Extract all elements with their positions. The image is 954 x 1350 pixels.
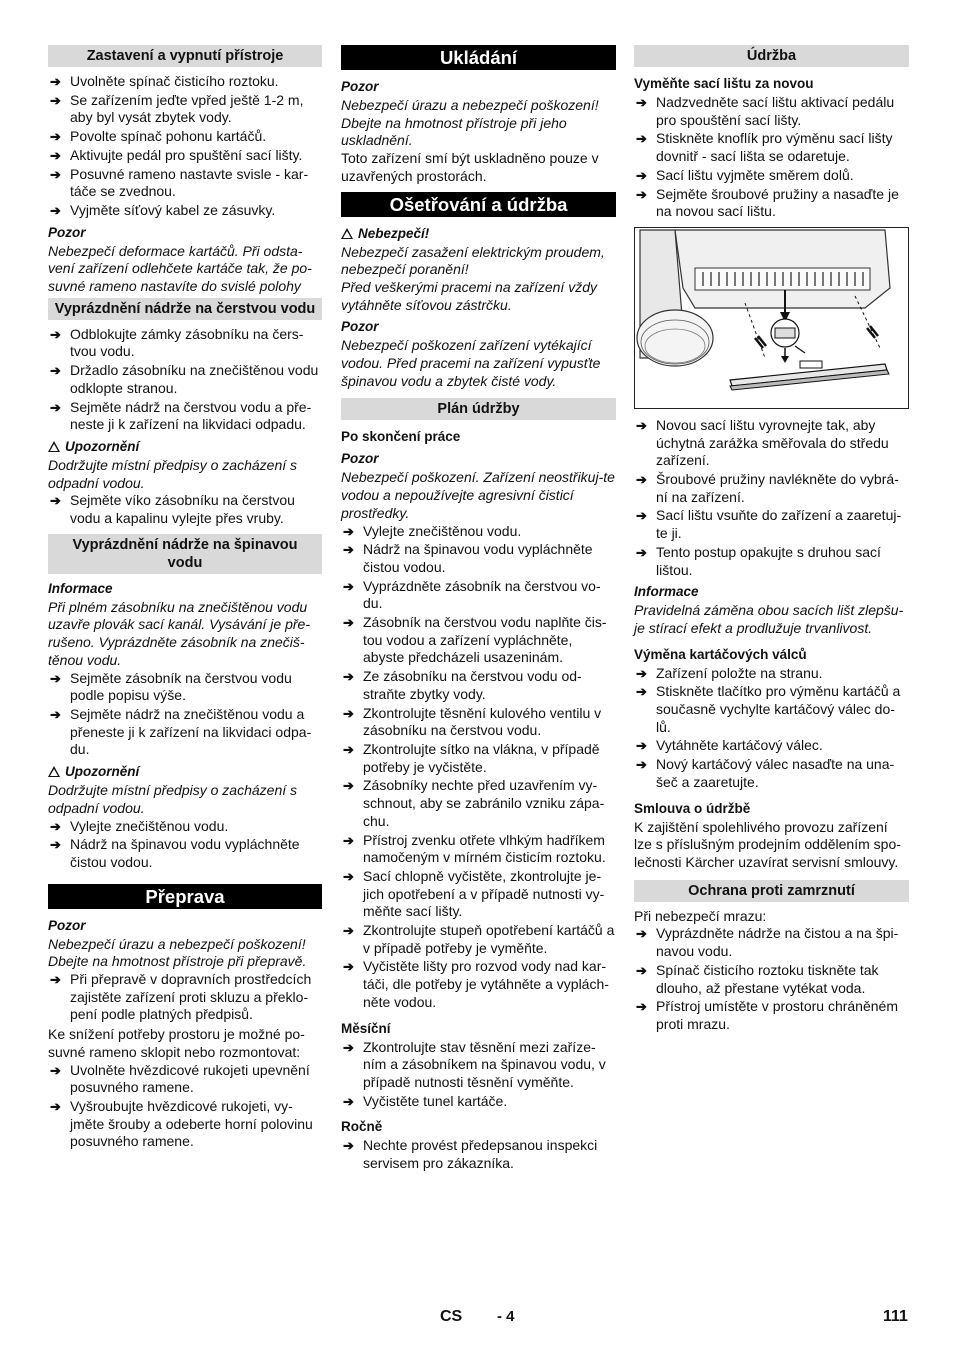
arrow-right-icon: ➔ xyxy=(343,1138,354,1154)
arrow-right-icon: ➔ xyxy=(343,705,354,721)
list-item-text: Nový kartáčový válec nasaďte na una-šeč a zaaretujte. xyxy=(656,756,895,790)
squeegee-illustration-svg xyxy=(635,228,908,408)
list-item xyxy=(634,94,909,129)
list-item-text: Sací lištu vyjměte směrem dolů. xyxy=(656,166,854,183)
arrow-right-icon: ➔ xyxy=(343,615,354,631)
note-text: Nebezpečí poškození. Zařízení neostřikuj-te vodou a nepoužívejte agresivní čisticí prostředky. xyxy=(341,469,615,521)
section-heading: Ochrana proti zamrznutí xyxy=(634,880,909,902)
list-item xyxy=(48,362,322,397)
list-item xyxy=(341,1137,616,1172)
arrow-right-icon: ➔ xyxy=(50,202,61,218)
note-text: Nebezpečí poškození zařízení vytékající vodou. Před pracemi na zařízení vypusťte špinavou vodu a zbytek čisté vody. xyxy=(341,337,601,389)
list-item xyxy=(341,868,616,921)
step-list xyxy=(48,492,322,527)
arrow-right-icon: ➔ xyxy=(636,186,647,202)
arrow-right-icon: ➔ xyxy=(343,669,354,685)
arrow-right-icon: ➔ xyxy=(636,999,647,1015)
arrow-right-icon: ➔ xyxy=(636,757,647,773)
list-item xyxy=(48,706,322,759)
list-item xyxy=(634,925,909,960)
list-item xyxy=(634,130,909,165)
footer-language: CS xyxy=(440,1308,463,1325)
step-list xyxy=(634,925,909,1033)
section-heading: Údržba xyxy=(634,45,909,67)
list-item xyxy=(341,1039,616,1092)
danger-label-text: Nebezpečí! xyxy=(358,225,430,241)
list-item xyxy=(48,128,322,146)
note-label: Pozor xyxy=(48,917,86,933)
list-item-text: Přístroj umístěte v prostoru chráněném proti mrazu. xyxy=(656,998,898,1032)
arrow-right-icon: ➔ xyxy=(343,741,354,757)
step-list xyxy=(48,670,322,760)
list-item-text: Vyšroubujte hvězdicové rukojeti, vy-jměte šrouby a odeberte horní polovinu posuvného ramene. xyxy=(70,1097,313,1150)
list-item-text: Vyčistěte lišty pro rozvod vody nad kar-táči, dle potřeby je vytáhněte a vyplách-něte vodou. xyxy=(363,958,609,1010)
list-item xyxy=(48,326,322,361)
list-item-text: Sací chlopně vyčistěte, zkontrolujte je-jich opotřebení a v případě nutnosti vy-měňte sací lišty. xyxy=(363,867,605,920)
list-item xyxy=(341,578,616,613)
subheading: Smlouva o údržbě xyxy=(634,800,751,816)
note-text: Nebezpečí úrazu a nebezpečí poškození! Dbejte na hmotnost přístroje při přepravě. xyxy=(48,935,307,970)
arrow-right-icon: ➔ xyxy=(50,74,61,89)
arrow-right-icon: ➔ xyxy=(50,399,61,415)
list-item xyxy=(341,777,616,830)
list-item-text: Zkontrolujte stav těsnění mezi zaříze-ním a zásobníkem na špinavou vodu, v případě nutnosti těsnění vyměňte. xyxy=(363,1038,606,1090)
list-item xyxy=(341,668,616,703)
note-label: Pozor xyxy=(48,224,86,240)
list-item xyxy=(341,523,616,541)
list-item xyxy=(341,922,616,957)
step-list xyxy=(48,1062,322,1152)
list-item-text: Nádrž na špinavou vodu vypláchněte čistou vodou. xyxy=(70,836,300,870)
arrow-right-icon: ➔ xyxy=(636,508,647,524)
arrow-right-icon: ➔ xyxy=(50,363,61,379)
list-item-text: Vyčistěte tunel kartáče. xyxy=(363,1092,508,1109)
list-item-text: Stiskněte tlačítko pro výměnu kartáčů a současně vychylte kartáčový válec do-lů. xyxy=(656,683,901,735)
arrow-right-icon: ➔ xyxy=(636,665,647,681)
arrow-right-icon: ➔ xyxy=(636,926,647,942)
list-item-text: Nádrž na špinavou vodu vypláchněte čistou vodou. xyxy=(363,541,593,575)
arrow-right-icon: ➔ xyxy=(50,92,61,108)
arrow-right-icon: ➔ xyxy=(343,923,354,939)
list-item-text: Nechte provést předepsanou inspekci servisem pro zákazníka. xyxy=(363,1137,598,1172)
list-item-text: Sejměte zásobník na čerstvou vodu podle popisu výše. xyxy=(70,669,292,704)
arrow-right-icon: ➔ xyxy=(50,1098,61,1114)
list-item xyxy=(48,399,322,434)
info-label: Informace xyxy=(48,580,113,596)
list-item xyxy=(634,683,909,736)
list-item xyxy=(634,544,909,579)
step-list xyxy=(634,94,909,221)
info-text: Při plném zásobníku na znečištěnou vodu uzavře plovák sací kanál. Vysávání je pře-rušeno. Vyprázdněte zásobník na znečiš-těnou vodu. xyxy=(48,598,310,668)
list-item xyxy=(634,186,909,221)
arrow-right-icon: ➔ xyxy=(343,1039,354,1055)
list-item-text: Odblokujte zámky zásobníku na čers-tvou vodu. xyxy=(70,325,304,360)
list-item-text: Uvolněte hvězdicové rukojeti upevnění posuvného ramene. xyxy=(70,1061,310,1096)
list-item-text: Zařízení položte na stranu. xyxy=(656,664,823,681)
arrow-right-icon: ➔ xyxy=(50,670,61,686)
subheading: Měsíční xyxy=(341,1020,391,1036)
arrow-right-icon: ➔ xyxy=(343,832,354,848)
arrow-right-icon: ➔ xyxy=(50,326,61,342)
list-item-text: Se zařízením jeďte vpřed ještě 1-2 m, aby byl vysát zbytek vody. xyxy=(70,91,304,126)
list-item-text: Aktivujte pedál pro spuštění sací lišty. xyxy=(70,146,303,163)
list-item-text: Spínač čisticího roztoku tiskněte tak dlouho, až přestane vytékat voda. xyxy=(656,961,879,996)
arrow-right-icon: ➔ xyxy=(636,472,647,488)
warning-label xyxy=(48,763,322,781)
list-item xyxy=(634,471,909,506)
list-item xyxy=(48,1098,322,1151)
list-item xyxy=(48,818,322,836)
list-item-text: Uvolněte spínač čisticího roztoku. xyxy=(70,73,279,89)
list-item xyxy=(48,670,322,705)
step-list xyxy=(634,417,909,579)
list-item-text: Vylejte znečištěnou vodu. xyxy=(363,522,522,539)
subheading: Po skončení práce xyxy=(341,429,461,445)
list-item xyxy=(48,1062,322,1097)
step-list xyxy=(48,326,322,434)
note-label: Pozor xyxy=(341,79,379,94)
list-item xyxy=(341,832,616,867)
paragraph: Ke snížení potřeby prostoru je možné po-suvné rameno sklopit nebo rozmontovat: xyxy=(48,1026,305,1060)
arrow-right-icon: ➔ xyxy=(636,95,647,110)
step-list xyxy=(341,523,616,1012)
subheading: Výměna kartáčových válců xyxy=(634,646,807,662)
list-item xyxy=(634,417,909,470)
arrow-right-icon: ➔ xyxy=(50,493,61,509)
paragraph: K zajištění spolehlivého provozu zařízení lze s příslušným prodejním oddělením spo-lečnosti Kärcher uzavírat servisní smlouvy. xyxy=(634,818,901,870)
list-item xyxy=(48,492,322,527)
list-item-text: Přístroj zvenku otřete vlhkým hadříkem namočeným v mírném čisticím roztoku. xyxy=(363,831,606,866)
list-item-text: Ze zásobníku na čerstvou vodu od-straňte zbytky vody. xyxy=(363,668,582,702)
warning-icon xyxy=(341,228,353,239)
arrow-right-icon: ➔ xyxy=(343,1093,354,1109)
list-item xyxy=(341,541,616,576)
list-item-text: Vyprázdněte zásobník na čerstvou vo-du. xyxy=(363,577,601,612)
list-item-text: Zkontrolujte těsnění kulového ventilu v zásobníku na čerstvou vodu. xyxy=(363,704,602,739)
list-item xyxy=(634,737,909,755)
arrow-right-icon: ➔ xyxy=(50,818,61,834)
list-item-text: Vylejte znečištěnou vodu. xyxy=(70,817,229,834)
list-item xyxy=(48,836,322,871)
list-item xyxy=(634,665,909,683)
arrow-right-icon: ➔ xyxy=(50,166,61,182)
list-item xyxy=(48,166,322,201)
list-item-text: Držadlo zásobníku na znečištěnou vodu odklopte stranou. xyxy=(70,362,319,396)
list-item-text: Zkontrolujte sítko na vlákna, v případě potřeby je vyčistěte. xyxy=(363,740,600,775)
list-item-text: Sejměte nádrž na znečištěnou vodu a přeneste ji k zařízení na likvidaci odpa-du. xyxy=(70,705,312,758)
arrow-right-icon: ➔ xyxy=(50,706,61,722)
step-list xyxy=(341,1137,616,1172)
step-list xyxy=(48,73,322,220)
footer-page-sub: - 4 xyxy=(497,1308,515,1325)
step-list xyxy=(341,1039,616,1111)
info-text: Pravidelná záměna obou sacích lišt zlepšu-je stírací efekt a prodlužuje trvanlivost. xyxy=(634,602,904,636)
arrow-right-icon: ➔ xyxy=(50,972,61,988)
arrow-right-icon: ➔ xyxy=(636,131,647,147)
list-item-text: Sejměte nádrž na čerstvou vodu a pře-neste ji k zařízení na likvidaci odpadu. xyxy=(70,398,312,433)
list-item-text: Posuvné rameno nastavte svisle - kar-táče se zvednou. xyxy=(70,165,309,200)
paragraph: Při nebezpečí mrazu: xyxy=(634,907,767,924)
arrow-right-icon: ➔ xyxy=(636,738,647,754)
info-label: Informace xyxy=(634,584,699,600)
list-item-text: Sejměte víko zásobníku na čerstvou vodu a kapalinu vylejte přes vruby. xyxy=(70,492,295,527)
list-item-text: Zásobník na čerstvou vodu naplňte čis-tou vodou a zařízení vypláchněte, abyste předcházeli usazeninám. xyxy=(363,614,607,666)
list-item xyxy=(341,705,616,740)
list-item-text: Nadzvedněte sací lištu aktivací pedálu pro spouštění sací lišty. xyxy=(656,94,895,128)
list-item-text: Tento postup opakujte s druhou sací lištou. xyxy=(656,543,881,578)
warning-label xyxy=(48,438,322,456)
list-item xyxy=(48,202,322,220)
list-item-text: Novou sací lištu vyrovnejte tak, aby úchytná zarážka směřovala do středu zařízení. xyxy=(656,416,889,469)
arrow-right-icon: ➔ xyxy=(343,959,354,975)
list-item xyxy=(634,167,909,185)
list-item xyxy=(48,147,322,165)
list-item-text: Stiskněte knoflík pro výměnu sací lišty dovnitř - sací lišta se odaretuje. xyxy=(656,130,893,165)
step-list xyxy=(48,818,322,872)
arrow-right-icon: ➔ xyxy=(343,523,354,539)
warning-text: Dodržujte místní předpisy o zacházení s odpadní vodou. xyxy=(48,456,298,491)
arrow-right-icon: ➔ xyxy=(343,542,354,558)
list-item xyxy=(634,998,909,1033)
list-item-text: Vytáhněte kartáčový válec. xyxy=(656,737,823,754)
list-item xyxy=(634,507,909,542)
arrow-right-icon: ➔ xyxy=(636,167,647,183)
squeegee-replacement-illustration xyxy=(634,227,909,409)
warning-label-text: Upozornění xyxy=(65,764,140,780)
list-item-text: Sejměte šroubové pružiny a nasaďte je na novou sací lištu. xyxy=(656,185,899,220)
list-item xyxy=(48,92,322,127)
list-item-text: Šroubové pružiny navlékněte do vybrá-ní na zařízení. xyxy=(656,471,899,505)
arrow-right-icon: ➔ xyxy=(343,778,354,794)
paragraph: Toto zařízení smí být uskladněno pouze v uzavřených prostorách. xyxy=(341,150,599,184)
list-item xyxy=(48,971,322,1024)
list-item-text: Sací lištu vsuňte do zařízení a zaaretuj-te ji. xyxy=(656,507,902,542)
warning-icon xyxy=(48,766,60,777)
section-heading: Vyprázdnění nádrže na čerstvou vodu xyxy=(48,298,322,320)
arrow-right-icon: ➔ xyxy=(636,544,647,560)
column-right xyxy=(634,45,909,1036)
section-heading: Vyprázdnění nádrže na špinavou vodu xyxy=(48,534,322,574)
arrow-right-icon: ➔ xyxy=(636,417,647,433)
arrow-right-icon: ➔ xyxy=(636,684,647,700)
warning-label-text: Upozornění xyxy=(65,438,140,454)
column-left xyxy=(48,45,322,1153)
list-item xyxy=(341,741,616,776)
danger-label xyxy=(341,225,616,243)
arrow-right-icon: ➔ xyxy=(343,578,354,594)
danger-text: Nebezpečí zasažení elektrickým proudem, nebezpečí poranění! xyxy=(341,243,605,278)
section-heading: Zastavení a vypnutí přístroje xyxy=(48,45,322,67)
step-list xyxy=(48,971,322,1024)
list-item-text: Zkontrolujte stupeň opotřebení kartáčů a v případě potřeby je vyměňte. xyxy=(363,922,615,956)
list-item-text: Při přepravě v dopravních prostředcích zajistěte zařízení proti skluzu a překlo-pení podle platných předpisů. xyxy=(70,971,312,1023)
warning-icon xyxy=(48,441,60,452)
arrow-right-icon: ➔ xyxy=(636,962,647,978)
note-text: Nebezpečí deformace kartáčů. Při odsta-vení zařízení odlehčete kartáče tak, že po-suvné rameno nastavíte do svislé polohy xyxy=(48,242,312,295)
list-item-text: Povolte spínač pohonu kartáčů. xyxy=(70,128,267,145)
section-heading: Plán údržby xyxy=(341,398,616,420)
note-label: Pozor xyxy=(341,451,379,467)
arrow-right-icon: ➔ xyxy=(50,1062,61,1078)
list-item xyxy=(341,614,616,667)
step-list xyxy=(634,665,909,792)
warning-text: Dodržujte místní předpisy o zacházení s odpadní vodou. xyxy=(48,782,298,816)
arrow-right-icon: ➔ xyxy=(343,868,354,884)
footer-page-number: 111 xyxy=(883,1308,908,1325)
list-item-text: Zásobníky nechte před uzavřením vy-schnout, aby se zabránilo vzniku zápa-chu. xyxy=(363,777,605,829)
list-item xyxy=(341,958,616,1011)
arrow-right-icon: ➔ xyxy=(50,147,61,163)
list-item-text: Vyprázdněte nádrže na čistou a na špi-navou vodu. xyxy=(656,925,899,960)
list-item xyxy=(48,73,322,91)
list-item xyxy=(634,962,909,997)
list-item-text: Vyjměte síťový kabel ze zásuvky. xyxy=(70,201,276,218)
arrow-right-icon: ➔ xyxy=(50,837,61,853)
subheading: Vyměňte sací lištu za novou xyxy=(634,76,814,91)
list-item xyxy=(341,1093,616,1111)
list-item xyxy=(634,756,909,791)
section-heading-major: Přeprava xyxy=(48,884,322,909)
column-middle xyxy=(341,45,616,1175)
arrow-right-icon: ➔ xyxy=(50,129,61,145)
section-heading-major: Ošetřování a údržba xyxy=(341,192,616,217)
section-heading-major: Ukládání xyxy=(341,45,616,70)
danger-text: Před veškerými pracemi na zařízení vždy vytáhněte síťovou zástrčku. xyxy=(341,278,597,313)
note-label: Pozor xyxy=(341,319,379,335)
note-text: Nebezpečí úrazu a nebezpečí poškození! Dbejte na hmotnost přístroje při jeho uskladnění. xyxy=(341,97,599,149)
subheading: Ročně xyxy=(341,1119,383,1135)
